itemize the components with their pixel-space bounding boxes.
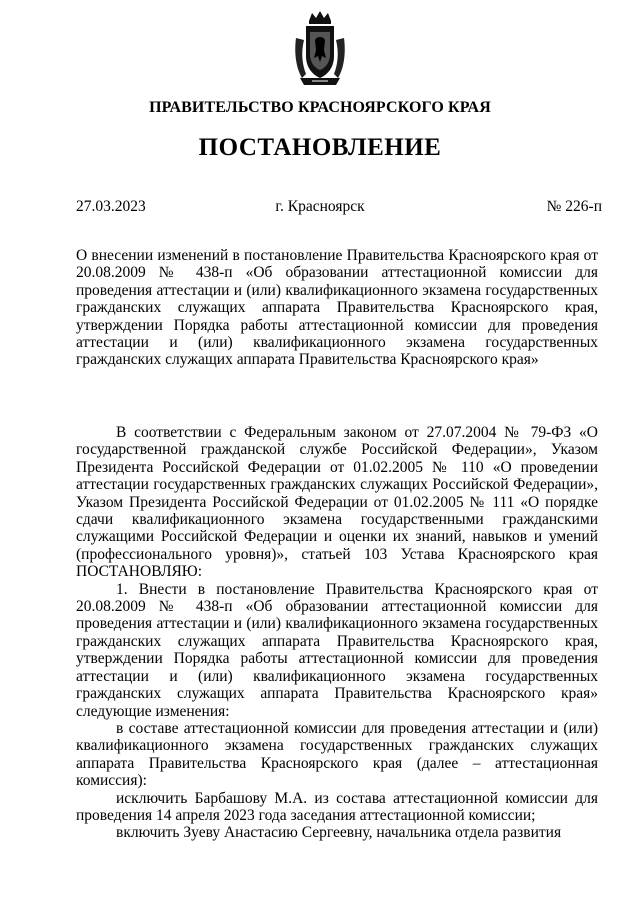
document-number: № 226-п <box>546 198 602 215</box>
coat-of-arms-icon <box>292 8 348 88</box>
document-city: г. Красноярск <box>275 198 365 215</box>
government-title: ПРАВИТЕЛЬСТВО КРАСНОЯРСКОГО КРАЯ <box>149 99 491 116</box>
include-paragraph: включить Зуеву Анастасию Сергеевну, начальника отдела развития <box>116 824 562 842</box>
document-type-title: ПОСТАНОВЛЕНИЕ <box>198 134 442 161</box>
document-subject: О внесении изменений в постановление Правительства Красноярского края от 20.08.2009 № 438-п «Об образовании аттестационной комиссии для проведения аттестации и (или) квалификационного экзамена государственных гражданских служащих аппарата Правительства Красноярского края, утверждении Порядка работы аттестационной комиссии для проведения аттестации и (или) квалификационного экзамена государственных гражданских служащих аппарата Правительства Красноярского края» <box>76 247 598 369</box>
document-body <box>76 424 598 842</box>
preamble-paragraph: В соответствии с Федеральным законом от 27.07.2004 № 79-ФЗ «О государственной гражданской службе Российской Федерации», Указом Президента Российской Федерации от 01.02.2005 № 110 «О проведении аттестации государственных гражданских служащих Российской Федерации», Указом Президента Российской Федерации от 01.02.2005 № 111 «О порядке сдачи квалификационного экзамена государственными гражданскими служащими Российской Федерации и оценки их знаний, навыков и умений (профессионального уровня)», статьей 103 Устава Красноярского края ПОСТАНОВЛЯЮ: <box>76 424 598 581</box>
exclude-paragraph: исключить Барбашову М.А. из состава аттестационной комиссии для проведения 14 апреля 2023 года заседания аттестационной комиссии; <box>76 789 598 824</box>
commission-paragraph: в составе аттестационной комиссии для проведения аттестации и (или) квалификационного экзамена государственных гражданских служащих аппарата Правительства Красноярского края (далее – аттестационная комиссия): <box>76 719 598 790</box>
item-1-paragraph: 1. Внести в постановление Правительства Красноярского края от 20.08.2009 № 438-п «Об образовании аттестационной комиссии для проведения аттестации и (или) квалификационного экзамена государственных гражданских служащих аппарата Правительства Красноярского края, утверждении Порядка работы аттестационной комиссии для проведения аттестации и (или) квалификационного экзамена государственных гражданских служащих аппарата Правительства Красноярского края» следующие изменения: <box>76 580 598 720</box>
document-date: 27.03.2023 <box>76 198 146 215</box>
